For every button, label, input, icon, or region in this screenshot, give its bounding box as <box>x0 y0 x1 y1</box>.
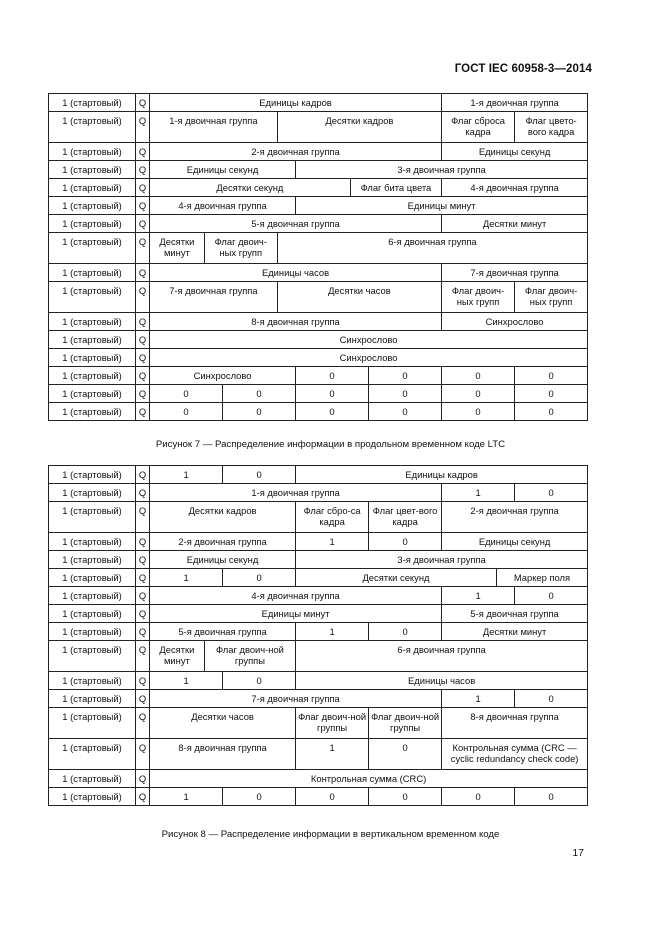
table-cell: 0 <box>442 385 515 403</box>
table-cell: 5-я двоичная группа <box>442 605 588 623</box>
page-number: 17 <box>572 847 584 859</box>
table-row <box>49 179 588 197</box>
table-cell: 7-я двоичная группа <box>442 264 588 282</box>
table-cell: 1 <box>150 569 223 587</box>
table-cell: 0 <box>369 403 442 421</box>
table-cell: 4-я двоичная группа <box>442 179 588 197</box>
q-cell: Q <box>136 367 150 385</box>
start-bit-cell: 1 (стартовый) <box>49 403 136 421</box>
table-cell: 7-я двоичная группа <box>150 690 442 708</box>
table-cell: 0 <box>223 403 296 421</box>
start-bit-cell: 1 (стартовый) <box>49 233 136 264</box>
q-cell: Q <box>136 385 150 403</box>
table-cell: 0 <box>223 569 296 587</box>
start-bit-cell: 1 (стартовый) <box>49 551 136 569</box>
table-row <box>49 94 588 112</box>
table-cell: 1 <box>150 788 223 806</box>
table-cell: 3-я двоичная группа <box>296 551 588 569</box>
table-row <box>49 623 588 641</box>
table-row <box>49 484 588 502</box>
table-cell: 0 <box>369 623 442 641</box>
table-cell: Единицы минут <box>296 197 588 215</box>
table-cell: 1 <box>296 739 369 770</box>
start-bit-cell: 1 (стартовый) <box>49 282 136 313</box>
table-cell: Флаг сбро-са кадра <box>296 502 369 533</box>
q-cell: Q <box>136 690 150 708</box>
start-bit-cell: 1 (стартовый) <box>49 641 136 672</box>
table-cell: 1 <box>296 533 369 551</box>
table-row <box>49 770 588 788</box>
q-cell: Q <box>136 94 150 112</box>
table-cell: Флаг двоич-ной группы <box>296 708 369 739</box>
figure-8-caption: Рисунок 8 — Распределение информации в вертикальном временном коде <box>161 829 500 840</box>
table-cell: 0 <box>515 690 588 708</box>
q-cell: Q <box>136 179 150 197</box>
table-cell: 0 <box>223 672 296 690</box>
table-row <box>49 233 588 264</box>
table-row <box>49 502 588 533</box>
table-cell: 0 <box>296 367 369 385</box>
table-row <box>49 708 588 739</box>
table-cell: Синхрослово <box>150 331 588 349</box>
table-cell: Флаг двоич-ной группы <box>204 641 295 672</box>
q-cell: Q <box>136 215 150 233</box>
figure-8-table <box>48 465 588 806</box>
table-row <box>49 331 588 349</box>
table-cell: Флаг цвето-вого кадра <box>515 112 588 143</box>
table-cell: Десятки кадров <box>277 112 441 143</box>
q-cell: Q <box>136 313 150 331</box>
start-bit-cell: 1 (стартовый) <box>49 367 136 385</box>
table-cell: Флаг двоич-ной группы <box>369 708 442 739</box>
table-cell: 7-я двоичная группа <box>150 282 278 313</box>
table-cell: 8-я двоичная группа <box>150 739 296 770</box>
start-bit-cell: 1 (стартовый) <box>49 215 136 233</box>
table-cell: 2-я двоичная группа <box>150 143 442 161</box>
table-cell: Единицы секунд <box>150 551 296 569</box>
table-cell: Флаг двоич-ных групп <box>515 282 588 313</box>
table-cell: 0 <box>515 484 588 502</box>
table-row <box>49 313 588 331</box>
table-cell: 4-я двоичная группа <box>150 587 442 605</box>
q-cell: Q <box>136 233 150 264</box>
table-cell: 0 <box>223 788 296 806</box>
table-cell: Единицы часов <box>296 672 588 690</box>
table-row <box>49 143 588 161</box>
table-cell: 0 <box>442 403 515 421</box>
start-bit-cell: 1 (стартовый) <box>49 605 136 623</box>
q-cell: Q <box>136 587 150 605</box>
start-bit-cell: 1 (стартовый) <box>49 161 136 179</box>
table-cell: 1 <box>150 672 223 690</box>
table-cell: Единицы кадров <box>296 466 588 484</box>
table-cell: 0 <box>223 385 296 403</box>
table-cell: 6-я двоичная группа <box>296 641 588 672</box>
table-cell: Флаг двоич-ных групп <box>204 233 277 264</box>
q-cell: Q <box>136 331 150 349</box>
figure-7-table <box>48 93 588 421</box>
q-cell: Q <box>136 788 150 806</box>
q-cell: Q <box>136 403 150 421</box>
q-cell: Q <box>136 161 150 179</box>
table-row <box>49 367 588 385</box>
start-bit-cell: 1 (стартовый) <box>49 739 136 770</box>
table-row <box>49 533 588 551</box>
q-cell: Q <box>136 264 150 282</box>
table-cell: 0 <box>296 403 369 421</box>
table-cell: 1 <box>442 690 515 708</box>
table-cell: Синхрослово <box>150 349 588 367</box>
start-bit-cell: 1 (стартовый) <box>49 690 136 708</box>
table-cell: 0 <box>150 403 223 421</box>
table-cell: 0 <box>369 367 442 385</box>
table-row <box>49 161 588 179</box>
start-bit-cell: 1 (стартовый) <box>49 112 136 143</box>
table-row <box>49 605 588 623</box>
table-row <box>49 739 588 770</box>
table-cell: 0 <box>369 385 442 403</box>
table-row <box>49 569 588 587</box>
table-cell: 6-я двоичная группа <box>277 233 587 264</box>
start-bit-cell: 1 (стартовый) <box>49 484 136 502</box>
table-cell: Десятки минут <box>150 641 205 672</box>
start-bit-cell: 1 (стартовый) <box>49 623 136 641</box>
start-bit-cell: 1 (стартовый) <box>49 313 136 331</box>
q-cell: Q <box>136 739 150 770</box>
table-row <box>49 551 588 569</box>
start-bit-cell: 1 (стартовый) <box>49 466 136 484</box>
table-cell: 1-я двоичная группа <box>150 484 442 502</box>
table-cell: 3-я двоичная группа <box>296 161 588 179</box>
q-cell: Q <box>136 349 150 367</box>
table-cell: 0 <box>369 739 442 770</box>
table-row <box>49 385 588 403</box>
table-cell: Десятки часов <box>150 708 296 739</box>
start-bit-cell: 1 (стартовый) <box>49 264 136 282</box>
start-bit-cell: 1 (стартовый) <box>49 569 136 587</box>
table-row <box>49 215 588 233</box>
q-cell: Q <box>136 197 150 215</box>
start-bit-cell: 1 (стартовый) <box>49 672 136 690</box>
table-cell: 0 <box>515 403 588 421</box>
q-cell: Q <box>136 605 150 623</box>
table-cell: Единицы кадров <box>150 94 442 112</box>
q-cell: Q <box>136 770 150 788</box>
start-bit-cell: 1 (стартовый) <box>49 502 136 533</box>
table-cell: Маркер поля <box>496 569 587 587</box>
table-cell: 1 <box>296 623 369 641</box>
table-row <box>49 466 588 484</box>
start-bit-cell: 1 (стартовый) <box>49 179 136 197</box>
q-cell: Q <box>136 623 150 641</box>
table-row <box>49 672 588 690</box>
table-cell: 1 <box>442 484 515 502</box>
q-cell: Q <box>136 533 150 551</box>
table-cell: 0 <box>296 385 369 403</box>
table-cell: Флаг бита цвета <box>350 179 441 197</box>
table-row <box>49 403 588 421</box>
table-row <box>49 587 588 605</box>
q-cell: Q <box>136 672 150 690</box>
start-bit-cell: 1 (стартовый) <box>49 94 136 112</box>
table-cell: 0 <box>296 788 369 806</box>
table-cell: Флаг двоич-ных групп <box>442 282 515 313</box>
start-bit-cell: 1 (стартовый) <box>49 587 136 605</box>
table-cell: Десятки кадров <box>150 502 296 533</box>
table-cell: 5-я двоичная группа <box>150 623 296 641</box>
table-cell: 2-я двоичная группа <box>442 502 588 533</box>
table-cell: Единицы часов <box>150 264 442 282</box>
start-bit-cell: 1 (стартовый) <box>49 788 136 806</box>
table-row <box>49 349 588 367</box>
q-cell: Q <box>136 502 150 533</box>
table-cell: 1 <box>150 466 223 484</box>
table-cell: 8-я двоичная группа <box>150 313 442 331</box>
start-bit-cell: 1 (стартовый) <box>49 331 136 349</box>
table-cell: 1 <box>442 587 515 605</box>
table-cell: Десятки минут <box>150 233 205 264</box>
q-cell: Q <box>136 484 150 502</box>
table-cell: 0 <box>369 788 442 806</box>
q-cell: Q <box>136 551 150 569</box>
table-cell: Десятки минут <box>442 215 588 233</box>
table-cell: Флаг сброса кадра <box>442 112 515 143</box>
table-cell: Флаг цвет-вого кадра <box>369 502 442 533</box>
table-cell: Десятки часов <box>277 282 441 313</box>
q-cell: Q <box>136 466 150 484</box>
start-bit-cell: 1 (стартовый) <box>49 533 136 551</box>
table-cell: Контрольная сумма (CRC — cyclic redundancy check code) <box>442 739 588 770</box>
table-cell: Синхрослово <box>442 313 588 331</box>
table-cell: Десятки секунд <box>296 569 497 587</box>
table-cell: Единицы секунд <box>442 533 588 551</box>
document-code-header: ГОСТ IEC 60958-3—2014 <box>454 63 592 75</box>
q-cell: Q <box>136 282 150 313</box>
start-bit-cell: 1 (стартовый) <box>49 197 136 215</box>
table-cell: Десятки минут <box>442 623 588 641</box>
table-row <box>49 197 588 215</box>
table-cell: Единицы секунд <box>150 161 296 179</box>
start-bit-cell: 1 (стартовый) <box>49 143 136 161</box>
table-cell: 5-я двоичная группа <box>150 215 442 233</box>
table-cell: Синхрослово <box>150 367 296 385</box>
table-cell: 4-я двоичная группа <box>150 197 296 215</box>
table-cell: 0 <box>515 788 588 806</box>
q-cell: Q <box>136 112 150 143</box>
table-cell: 1-я двоичная группа <box>150 112 278 143</box>
table-cell: 0 <box>369 533 442 551</box>
table-cell: Единицы секунд <box>442 143 588 161</box>
table-cell: Десятки секунд <box>150 179 351 197</box>
table-row <box>49 641 588 672</box>
table-cell: 0 <box>442 788 515 806</box>
table-cell: 2-я двоичная группа <box>150 533 296 551</box>
table-row <box>49 112 588 143</box>
q-cell: Q <box>136 641 150 672</box>
start-bit-cell: 1 (стартовый) <box>49 349 136 367</box>
table-cell: 8-я двоичная группа <box>442 708 588 739</box>
table-cell: 0 <box>150 385 223 403</box>
table-cell: 0 <box>515 367 588 385</box>
q-cell: Q <box>136 708 150 739</box>
q-cell: Q <box>136 569 150 587</box>
table-cell: 0 <box>223 466 296 484</box>
start-bit-cell: 1 (стартовый) <box>49 708 136 739</box>
table-row <box>49 788 588 806</box>
start-bit-cell: 1 (стартовый) <box>49 770 136 788</box>
table-row <box>49 264 588 282</box>
table-cell: 0 <box>515 587 588 605</box>
table-row <box>49 282 588 313</box>
table-cell: 0 <box>515 385 588 403</box>
table-row <box>49 690 588 708</box>
table-cell: Единицы минут <box>150 605 442 623</box>
table-cell: Контрольная сумма (CRC) <box>150 770 588 788</box>
figure-7-caption: Рисунок 7 — Распределение информации в продольном временном коде LTC <box>155 439 506 450</box>
table-cell: 1-я двоичная группа <box>442 94 588 112</box>
table-cell: 0 <box>442 367 515 385</box>
q-cell: Q <box>136 143 150 161</box>
start-bit-cell: 1 (стартовый) <box>49 385 136 403</box>
